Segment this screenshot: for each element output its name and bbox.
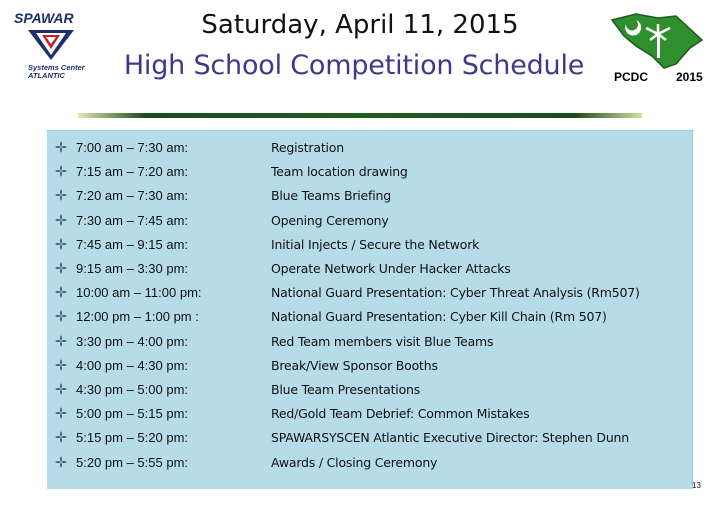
schedule-event: Break/View Sponsor Booths [271,357,438,373]
schedule-event: Blue Team Presentations [271,382,421,397]
schedule-row [54,261,684,281]
schedule-row [54,309,684,329]
diamond-bullet-icon [54,213,68,227]
schedule-row [54,455,684,475]
schedule-time: 5:20 pm – 5:55 pm: [76,454,189,470]
schedule-row [54,140,684,160]
diamond-bullet-icon [54,358,68,372]
schedule-event: National Guard Presentation: Cyber Threat Analysis (Rm507) [271,285,640,301]
schedule-row [54,213,684,233]
schedule-time: 9:15 am – 3:30 pm: [76,261,189,276]
diamond-bullet-icon [54,309,68,323]
schedule-event: Awards / Closing Ceremony [271,454,438,470]
schedule-time: 7:15 am – 7:20 am: [76,164,189,180]
diamond-bullet-icon [54,261,68,275]
page-title: High School Competition Schedule [123,50,585,81]
schedule-event: Blue Teams Briefing [271,188,391,204]
schedule-event: Operate Network Under Hacker Attacks [271,261,511,276]
schedule-row [54,358,684,378]
spawar-logo-subtitle: Systems Center ATLANTIC [28,63,85,80]
diamond-bullet-icon [54,164,68,178]
schedule-row [54,188,684,208]
schedule-time: 7:45 am – 9:15 am: [76,236,189,252]
spawar-chevron-icon [26,28,76,62]
pcdc-logo-text: PCDC [614,70,649,84]
schedule-event: Team location drawing [271,164,408,180]
spawar-logo-wordmark: SPAWAR [14,10,74,26]
schedule-event: Initial Injects / Secure the Network [271,236,480,252]
diamond-bullet-icon [54,430,68,444]
schedule-row [54,334,684,354]
page-number: 13 [692,481,701,490]
diamond-bullet-icon [54,406,68,420]
schedule-time: 4:30 pm – 5:00 pm: [76,382,189,397]
schedule-row [54,406,684,426]
diamond-bullet-icon [54,188,68,202]
schedule-time: 3:30 pm – 4:00 pm: [76,333,189,349]
spawar-logo [10,8,90,78]
page-date: Saturday, April 11, 2015 [201,10,519,40]
schedule-event: Red Team members visit Blue Teams [271,333,494,349]
schedule-row [54,237,684,257]
schedule-event: Opening Ceremony [271,212,389,228]
schedule-time: 7:20 am – 7:30 am: [76,188,189,204]
schedule-row [54,430,684,450]
diamond-bullet-icon [54,285,68,299]
diamond-bullet-icon [54,334,68,348]
schedule-event: National Guard Presentation: Cyber Kill Chain (Rm 507) [271,309,607,325]
schedule-time: 10:00 am – 11:00 pm: [76,285,202,301]
diamond-bullet-icon [54,455,68,469]
schedule-row [54,382,684,402]
diamond-bullet-icon [54,140,68,154]
south-carolina-palmetto-icon [606,10,710,72]
schedule-time: 4:00 pm – 4:30 pm: [76,357,189,373]
schedule-row [54,164,684,184]
schedule-time: 12:00 pm – 1:00 pm : [76,309,199,325]
schedule-time: 7:30 am – 7:45 am: [76,212,189,228]
schedule-event: Red/Gold Team Debrief: Common Mistakes [271,406,530,422]
schedule-row [54,285,684,305]
title-divider [78,113,642,118]
schedule-time: 5:00 pm – 5:15 pm: [76,406,189,422]
schedule-event: SPAWARSYSCEN Atlantic Executive Director: Stephen Dunn [271,430,629,446]
diamond-bullet-icon [54,237,68,251]
pcdc-logo-year: 2015 [676,70,703,84]
schedule-event: Registration [271,140,344,155]
diamond-bullet-icon [54,382,68,396]
schedule-time: 7:00 am – 7:30 am: [76,140,189,155]
schedule-time: 5:15 pm – 5:20 pm: [76,430,189,446]
pcdc-logo [606,10,716,90]
